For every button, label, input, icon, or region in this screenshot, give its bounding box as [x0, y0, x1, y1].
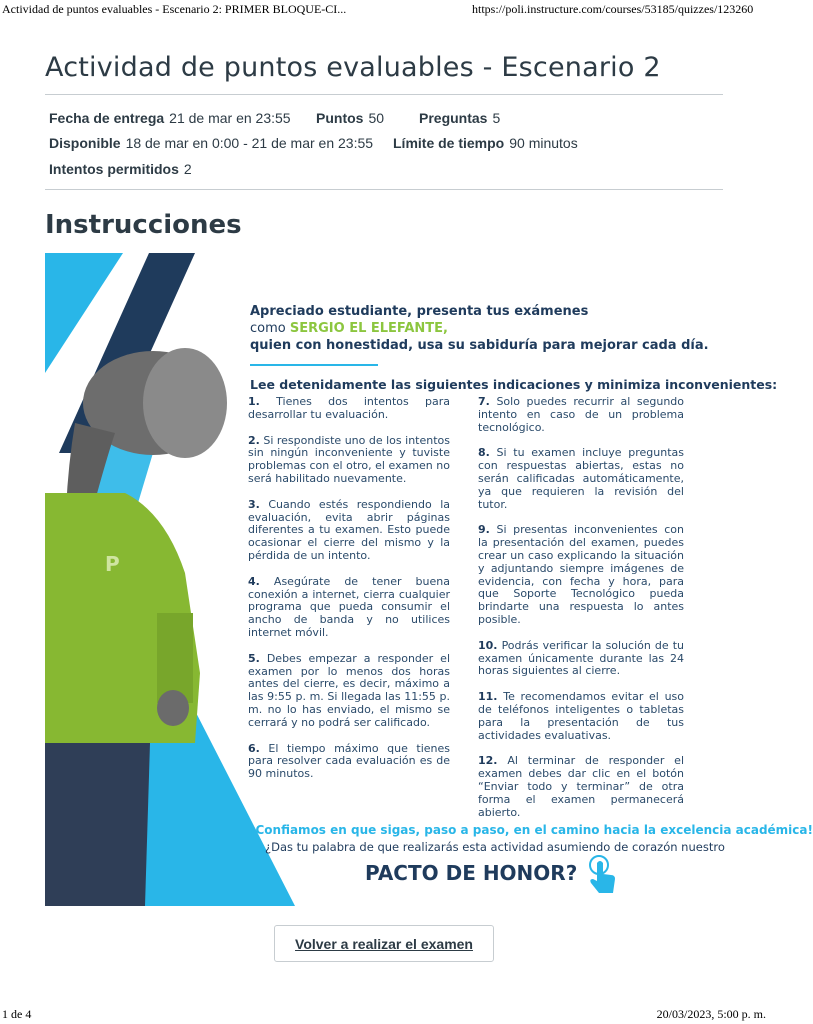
available-value: 18 de mar en 0:00 - 21 de mar en 23:55: [125, 135, 374, 151]
instruction-number: 3.: [248, 497, 260, 511]
intro-line2-pre: como: [250, 321, 290, 336]
points-value: 50: [368, 110, 385, 126]
instruction-number: 1.: [248, 395, 260, 408]
available-label: Disponible: [49, 135, 121, 151]
instruction-number: 6.: [248, 741, 260, 755]
intro-line2: [250, 320, 709, 337]
print-header-title: Actividad de puntos evaluables - Escenario 2: PRIMER BLOQUE-CI...: [2, 2, 347, 16]
instruction-text: Te recomendamos evitar el uso de teléfonos inteligentes o tabletas para la presentación de tus actividades evaluativas.: [478, 690, 685, 742]
banner-intro: [250, 303, 709, 354]
instruction-text: Cuando estés respondiendo la evaluación, evita abrir páginas diferentes a tu examen. Esto puede ocasionar el cierre del mismo y la pérdida de un intento.: [248, 497, 450, 562]
instruction-text: Asegúrate de tener buena conexión a internet, cierra cualquier programa que pueda consumir el ancho de banda y no utilices internet móvil.: [248, 574, 450, 639]
instruction-item: [248, 396, 450, 422]
instruction-item: [478, 524, 684, 626]
retake-quiz-button[interactable]: Volver a realizar el examen: [274, 925, 494, 962]
instruction-item: [478, 691, 684, 742]
questions-label: Preguntas: [419, 110, 488, 126]
divider-top: [45, 94, 723, 95]
svg-text:P: P: [105, 552, 120, 576]
instruction-text: Si respondiste uno de los intentos sin ningún inconveniente y tuviste problemas con el otro, el examen no será habilitado nuevamente.: [248, 433, 450, 485]
banner-lead: Lee detenidamente las siguientes indicaciones y minimiza inconvenientes:: [250, 377, 778, 392]
instruction-text: Debes empezar a responder el examen por lo menos dos horas antes del cierre, es decir, máximo a las 9:55 p. m. Si llegada las 11:55 p. m. no lo has enviado, el mismo se cerrará y no podrá ser calificado.: [248, 651, 451, 729]
attempts-label: Intentos permitidos: [49, 161, 179, 177]
instruction-text: El tiempo máximo que tienes para resolver cada evaluación es de 90 minutos.: [248, 741, 450, 781]
print-timestamp: 20/03/2023, 5:00 p. m.: [656, 1007, 766, 1021]
due-date: [49, 110, 291, 126]
closing-line2: ¿Das tu palabra de que realizarás esta actividad asumiendo de corazón nuestro: [265, 840, 725, 854]
intro-line3: quien con honestidad, usa su sabiduría para mejorar cada día.: [250, 338, 709, 353]
pointer-hand-icon: [585, 853, 621, 897]
intro-underline: [250, 364, 378, 366]
instruction-item: [478, 447, 684, 511]
instruction-item: [478, 396, 684, 434]
available: [49, 135, 373, 151]
instructions-column-right: [478, 396, 684, 832]
instruction-number: 8.: [478, 446, 490, 460]
closing-line1: ¡Confiamos en que sigas, paso a paso, en el camino hacia la excelencia académica!: [250, 823, 813, 837]
instruction-item: [248, 653, 450, 730]
points: [316, 110, 384, 126]
instruction-number: 12.: [478, 754, 498, 768]
instruction-number: 5.: [248, 651, 260, 665]
time-limit-value: 90 minutos: [509, 135, 578, 151]
page-number: 1 de 4: [2, 1007, 32, 1021]
instruction-number: 7.: [478, 395, 490, 408]
instruction-number: 10.: [478, 638, 498, 652]
print-footer: [0, 1004, 768, 1024]
instruction-item: [478, 755, 684, 819]
instruction-number: 4.: [248, 574, 260, 588]
instruction-item: [248, 435, 450, 486]
instructions-heading: Instrucciones: [45, 210, 242, 240]
pacto-honor: PACTO DE HONOR?: [365, 861, 578, 885]
instruction-number: 9.: [478, 523, 490, 537]
divider-bottom: [45, 189, 723, 190]
print-header-url: https://poli.instructure.com/courses/53185/quizzes/123260: [472, 2, 754, 16]
questions: [419, 110, 500, 126]
time-limit: [393, 135, 578, 151]
intro-line1: Apreciado estudiante, presenta tus exámenes: [250, 304, 589, 319]
instruction-text: Solo puedes recurrir al segundo intento en caso de un problema tecnológico.: [478, 395, 684, 434]
attempts-value: 2: [183, 161, 192, 177]
instruction-number: 11.: [478, 690, 498, 704]
due-value: 21 de mar en 23:55: [169, 110, 291, 126]
attempts: [49, 161, 192, 177]
due-label: Fecha de entrega: [49, 110, 165, 126]
instruction-number: 2.: [248, 433, 260, 447]
instruction-text: Tienes dos intentos para desarrollar tu evaluación.: [248, 395, 451, 421]
time-limit-label: Límite de tiempo: [393, 135, 505, 151]
instruction-item: [248, 499, 450, 563]
instruction-text: Si presentas inconvenientes con la presentación del examen, puedes crear un caso explicando la situación y adjuntando siempre imágenes de evidencia, con fecha y hora, para que Soporte Tecnológico pueda brindarte una respuesta lo antes posible.: [478, 523, 685, 626]
instructions-column-left: [248, 396, 450, 794]
questions-value: 5: [492, 110, 501, 126]
instruction-item: [248, 576, 450, 640]
instructions-banner: [45, 253, 813, 906]
instruction-item: [248, 743, 450, 781]
print-header: [0, 0, 768, 18]
intro-highlight: SERGIO EL ELEFANTE,: [289, 321, 448, 336]
instruction-text: Al terminar de responder el examen debes dar clic en el botón “Enviar todo y terminar” de otra forma el examen permanecerá abierto.: [478, 754, 684, 819]
instruction-text: Podrás verificar la solución de tu examen únicamente durante las 24 horas siguientes al cierre.: [478, 638, 685, 678]
quiz-title: Actividad de puntos evaluables - Escenario 2: [45, 52, 661, 83]
instruction-text: Si tu examen incluye preguntas con respuestas abiertas, estas no serán calificadas automáticamente, ya que requieren la revisión del tutor.: [478, 446, 684, 511]
instruction-item: [478, 640, 684, 678]
points-label: Puntos: [316, 110, 364, 126]
